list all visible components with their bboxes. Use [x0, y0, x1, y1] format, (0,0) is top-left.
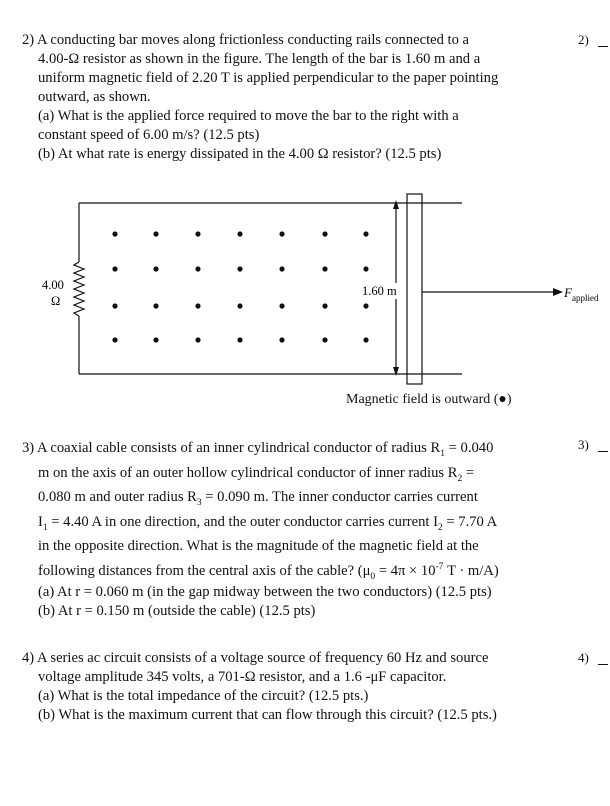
question-2: [22, 31, 562, 164]
q4-answer-number: 4): [578, 650, 589, 665]
q3-line-6: following distances from the central axis of the cable? ($\mu_0 = 4\pi \times 10^{-7}$ T · m/A): [38, 561, 499, 582]
q3-answer-number: 3): [578, 437, 589, 452]
length-arrow-bottom: [393, 367, 399, 376]
rail-circuit-figure: [0, 188, 610, 388]
figure-caption: Magnetic field is outward (●): [346, 392, 512, 407]
q3-line-1: 3) A coaxial cable consists of an inner cylindrical conductor of radius $R_1 = 0.040$: [22, 440, 494, 459]
q2-answer-blank[interactable]: [598, 46, 608, 47]
q3-part-b: (b) At r = 0.150 m (outside the cable) (12.5 pts): [38, 603, 316, 619]
field-dots: [112, 231, 368, 342]
q2-line-4: outward, as shown.: [38, 89, 151, 105]
force-label: $F_{applied}$: [564, 285, 599, 303]
q2-answer-number: 2): [578, 32, 589, 47]
length-arrow-top: [393, 200, 399, 209]
q3-line-5: in the opposite direction. What is the magnitude of the magnetic field at the: [38, 538, 479, 554]
resistor-unit-label: Ω: [51, 294, 61, 308]
q2-number: 2): [22, 32, 35, 48]
q2-line-2: 4.00-Ω resistor as shown in the figure. The length of the bar is 1.60 m and a: [38, 51, 481, 67]
q3-line-2: m on the axis of an outer hollow cylindrical conductor of inner radius $R_2$ =: [38, 464, 475, 484]
q2-part-a-line-2: constant speed of 6.00 m/s? (12.5 pts): [38, 127, 260, 143]
q4-answer-blank[interactable]: [598, 664, 608, 665]
q3-line-4: $I_1 = 4.40$ A in one direction, and the outer conductor carries current $I_2 = 7.70$ A: [38, 513, 498, 533]
conducting-bar: [407, 194, 422, 384]
resistor-zigzag: [74, 262, 84, 316]
length-label: 1.60 m: [362, 284, 397, 298]
question-4: [22, 649, 567, 725]
q3-answer-blank[interactable]: [598, 451, 608, 452]
q4-line-1: 4) A series ac circuit consists of a voltage source of frequency 60 Hz and source: [22, 650, 489, 666]
q3-line-3: 0.080 m and outer radius $R_3 = 0.090$ m. The inner conductor carries current: [38, 489, 478, 508]
q2-line-1: 2) A conducting bar moves along frictionless conducting rails connected to a: [22, 32, 470, 48]
force-arrowhead: [553, 288, 563, 296]
resistor-value-label: 4.00: [42, 278, 64, 292]
q2-line-3: uniform magnetic field of 2.20 T is applied perpendicular to the paper pointing: [38, 70, 499, 86]
q2-part-a-line-1: (a) What is the applied force required to move the bar to the right with a: [38, 108, 459, 124]
question-3: [22, 436, 567, 621]
q4-line-2: voltage amplitude 345 volts, a 701-Ω resistor, and a 1.6 -μF capacitor.: [38, 669, 447, 685]
q3-part-a: (a) At r = 0.060 m (in the gap midway between the two conductors) (12.5 pts): [38, 584, 492, 600]
q4-part-a: (a) What is the total impedance of the circuit? (12.5 pts.): [38, 688, 369, 704]
q2-part-b: (b) At what rate is energy dissipated in the 4.00 Ω resistor? (12.5 pts): [38, 146, 442, 162]
q4-part-b: (b) What is the maximum current that can flow through this circuit? (12.5 pts.): [38, 707, 497, 723]
